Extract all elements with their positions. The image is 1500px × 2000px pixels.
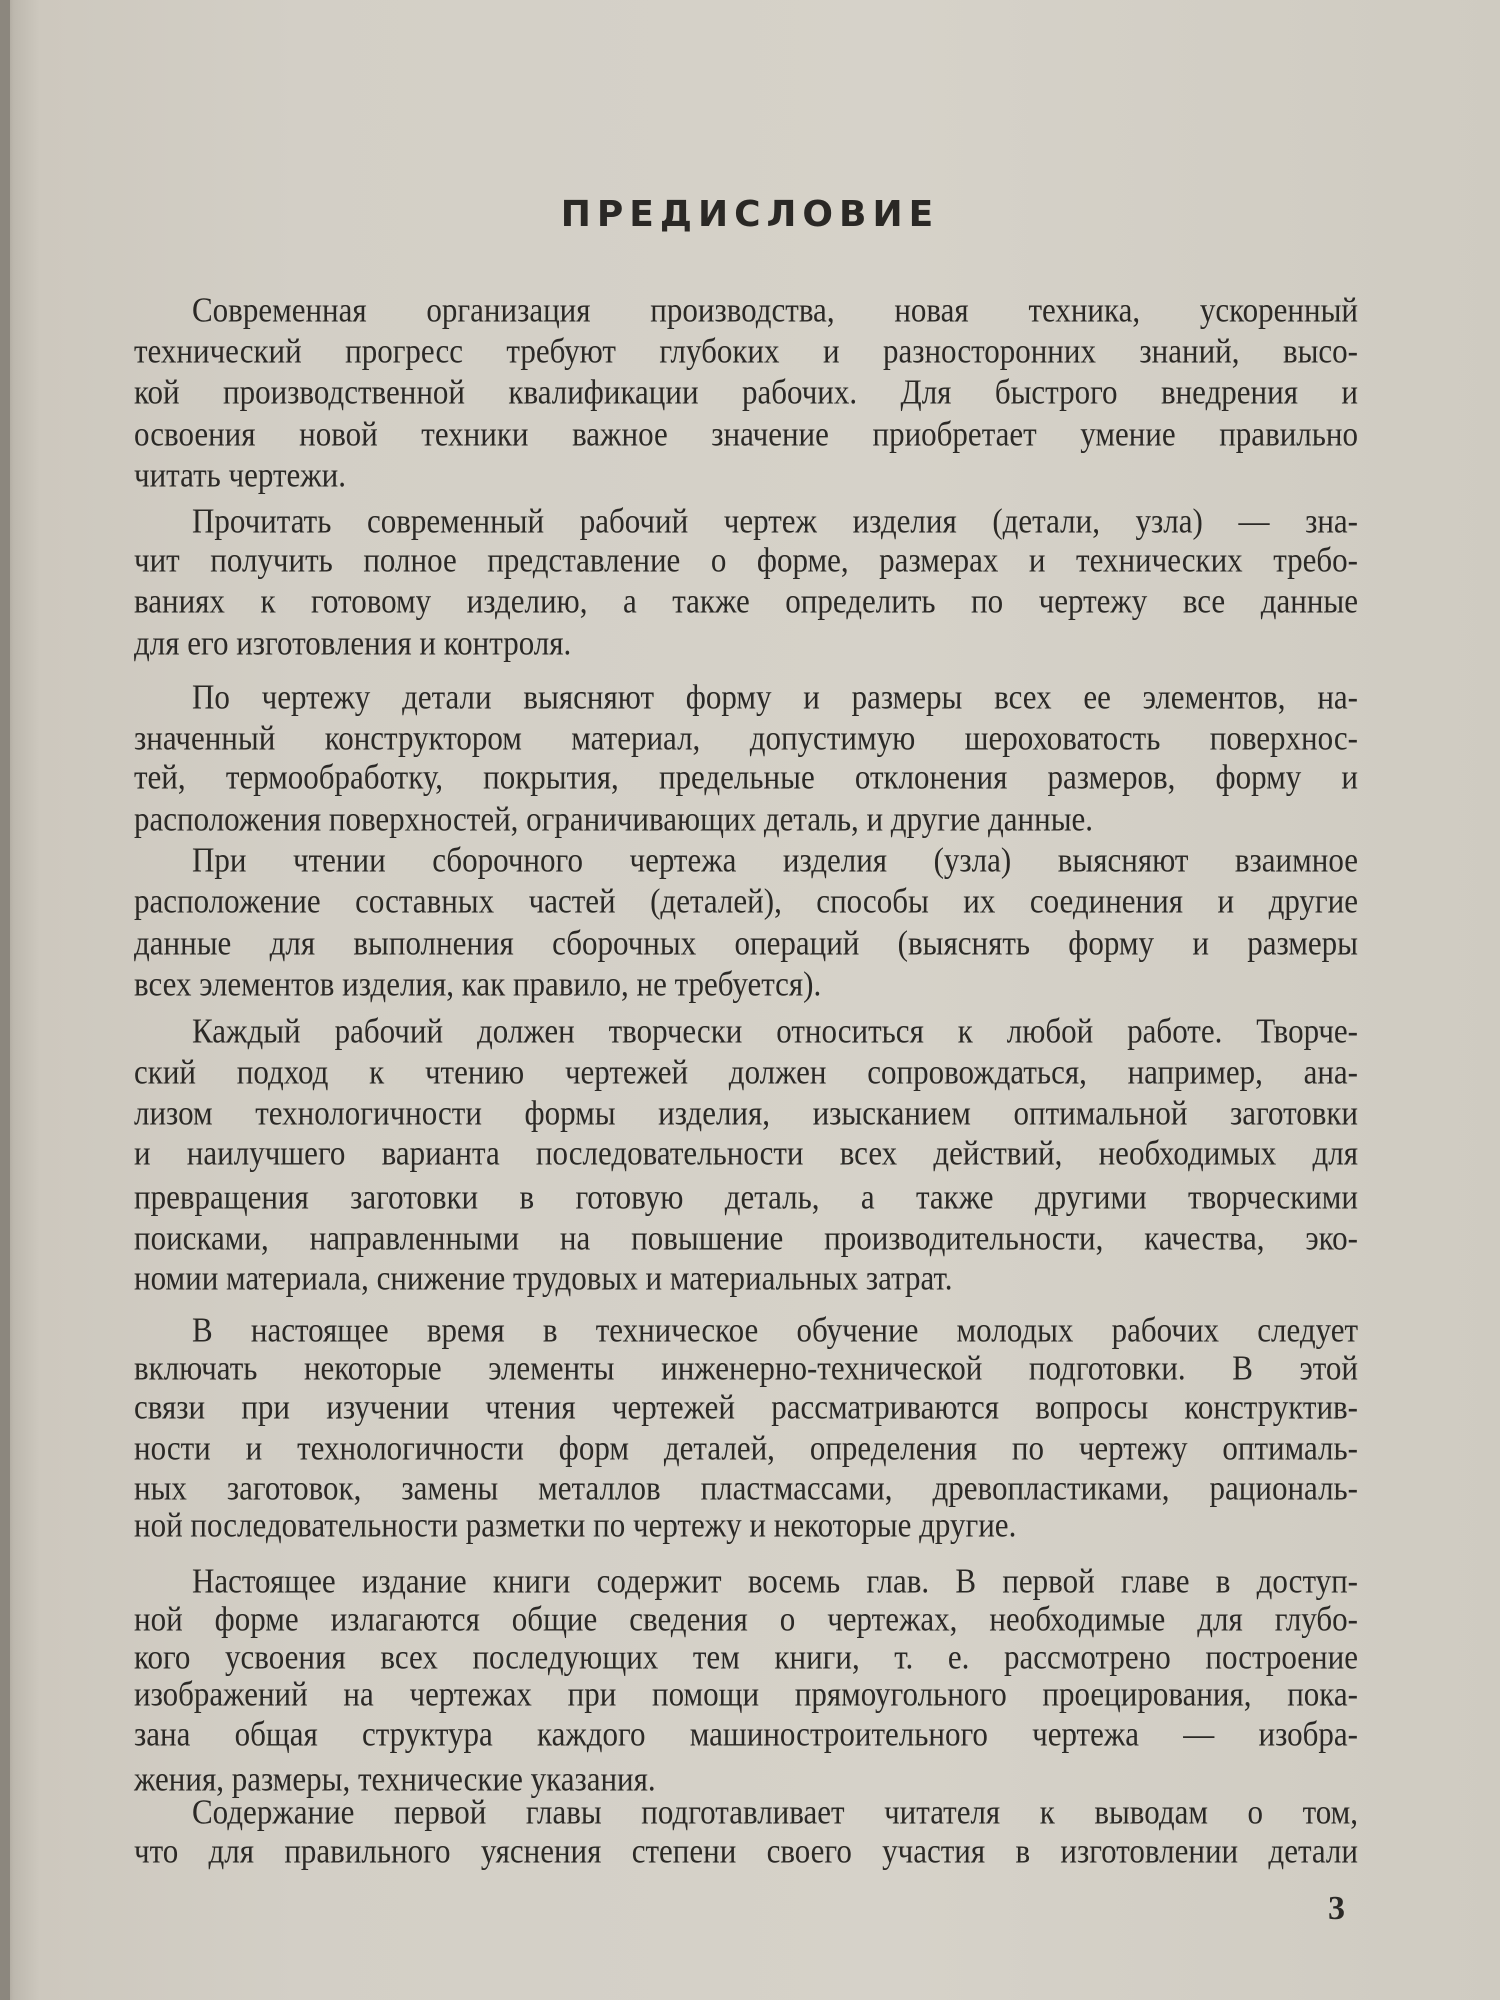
text-line: номии материала, снижение трудовых и материальных затрат. — [134, 1258, 953, 1298]
text-line: включать некоторые элементы инженерно-технической подготовки. В этой — [134, 1348, 1358, 1388]
text-line: ной форме излагаются общие сведения о чертежах, необходимые для глубо- — [134, 1599, 1358, 1639]
text-line: лизом технологичности формы изделия, изысканием оптимальной заготовки — [134, 1093, 1358, 1133]
text-line: и наилучшего варианта последовательности всех действий, необходимых для — [134, 1133, 1358, 1173]
text-line: Каждый рабочий должен творчески относиться к любой работе. Творче- — [192, 1011, 1358, 1051]
text-line: поисками, направленными на повышение производительности, качества, эко- — [134, 1218, 1358, 1258]
text-line: Содержание первой главы подготавливает читателя к выводам о том, — [192, 1792, 1358, 1832]
text-line: расположение составных частей (деталей), способы их соединения и другие — [134, 881, 1358, 921]
book-binding-edge — [0, 0, 10, 2000]
text-line: значенный конструктором материал, допустимую шероховатость поверхнос- — [134, 718, 1358, 758]
text-line: ский подход к чтению чертежей должен сопровождаться, например, ана- — [134, 1052, 1358, 1092]
text-line: кой производственной квалификации рабочих. Для быстрого внедрения и — [134, 372, 1358, 412]
text-line: ных заготовок, замены металлов пластмассами, древопластиками, рациональ- — [134, 1468, 1358, 1508]
text-line: освоения новой техники важное значение приобретает умение правильно — [134, 414, 1358, 454]
text-line: для его изготовления и контроля. — [134, 623, 572, 663]
text-line: ности и технологичности форм деталей, определения по чертежу оптималь- — [134, 1428, 1358, 1468]
text-line: Настоящее издание книги содержит восемь глав. В первой главе в доступ- — [192, 1561, 1358, 1601]
text-line: читать чертежи. — [134, 455, 347, 495]
text-line: ной последовательности разметки по чертежу и некоторые другие. — [134, 1505, 1017, 1545]
text-line: ваниях к готовому изделию, а также определить по чертежу все данные — [134, 581, 1358, 621]
text-line: всех элементов изделия, как правило, не требуется). — [134, 964, 822, 1004]
text-line: технический прогресс требуют глубоких и разносторонних знаний, высо- — [134, 331, 1358, 371]
text-line: чит получить полное представление о форме, размерах и технических требо- — [134, 540, 1358, 580]
text-line: Современная организация производства, новая техника, ускоренный — [192, 290, 1358, 330]
text-line: По чертежу детали выясняют форму и размеры всех ее элементов, на- — [192, 677, 1358, 717]
text-line: расположения поверхностей, ограничивающих деталь, и другие данные. — [134, 799, 1094, 839]
text-line: тей, термообработку, покрытия, предельные отклонения размеров, форму и — [134, 757, 1358, 797]
text-line: Прочитать современный рабочий чертеж изделия (детали, узла) — зна- — [192, 501, 1358, 541]
text-line: изображений на чертежах при помощи прямоугольного проецирования, пока- — [134, 1674, 1358, 1714]
text-line: В настоящее время в техническое обучение молодых рабочих следует — [192, 1310, 1358, 1350]
text-line: зана общая структура каждого машиностроительного чертежа — изобра- — [134, 1714, 1358, 1754]
text-line: превращения заготовки в готовую деталь, а также другими творческими — [134, 1177, 1358, 1217]
text-line: что для правильного уяснения степени своего участия в изготовлении детали — [134, 1831, 1358, 1871]
page-title: ПРЕДИСЛОВИЕ — [560, 194, 940, 235]
text-line: данные для выполнения сборочных операций (выяснять форму и размеры — [134, 923, 1358, 963]
text-line: жения, размеры, технические указания. — [134, 1759, 656, 1799]
text-line: связи при изучении чтения чертежей рассматриваются вопросы конструктив- — [134, 1387, 1358, 1427]
page-number: 3 — [1328, 1890, 1345, 1927]
text-line: При чтении сборочного чертежа изделия (узла) выясняют взаимное — [192, 840, 1358, 880]
text-line: кого усвоения всех последующих тем книги, т. е. рассмотрено построение — [134, 1637, 1358, 1677]
